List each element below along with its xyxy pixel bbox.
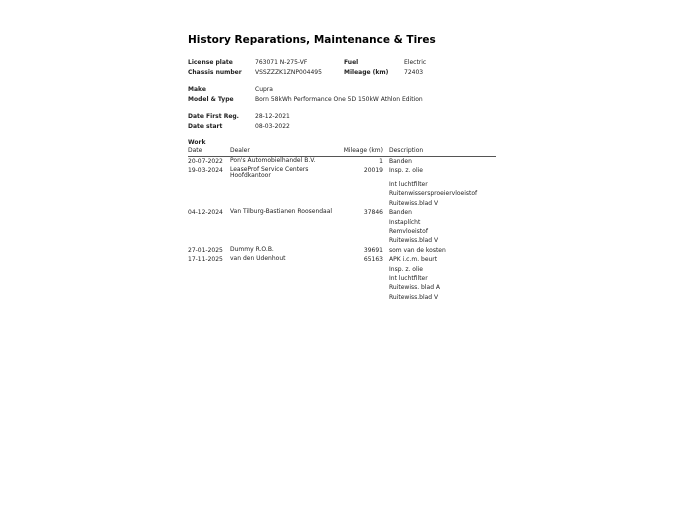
cell-mileage: 1	[379, 157, 383, 165]
cell-dealer	[230, 236, 340, 245]
cell-mileage: 20019	[363, 166, 383, 174]
cell-date: 27-01-2025	[188, 246, 223, 254]
table-row	[188, 156, 496, 166]
cell-dealer	[230, 199, 340, 208]
cell-date	[188, 265, 230, 274]
model-value: Born 58kWh Performance One 5D 150kW Athlon Edition	[255, 95, 423, 103]
cell-description: Banden	[389, 209, 412, 217]
cell-date	[188, 283, 230, 292]
table-row	[188, 255, 496, 264]
cell-description: Ruitewiss.blad V	[389, 237, 439, 245]
cell-description: APK i.c.m. beurt	[389, 256, 438, 264]
col-dealer: Dealer	[230, 147, 340, 156]
col-mileage: Mileage (km)	[340, 147, 389, 156]
cell-description: Ruitewiss.blad V	[389, 199, 439, 207]
cell-dealer	[230, 227, 340, 236]
cell-mileage	[340, 199, 389, 208]
cell-date	[188, 199, 230, 208]
cell-mileage: 39691	[363, 246, 383, 254]
table-row	[188, 227, 496, 236]
cell-date: 17-11-2025	[188, 256, 223, 264]
license-plate-value: 763071 N-275-VF	[255, 59, 308, 66]
make-label: Make	[188, 86, 206, 93]
cell-mileage	[340, 283, 389, 292]
cell-date	[188, 218, 230, 227]
cell-dealer: van den Udenhout	[230, 255, 286, 263]
first-reg-row	[188, 112, 498, 122]
cell-description: Ruitewiss.blad V	[389, 293, 439, 301]
cell-mileage	[340, 227, 389, 236]
cell-description: Remvloeistof	[389, 227, 428, 235]
table-row	[188, 218, 496, 227]
cell-mileage	[340, 218, 389, 227]
cell-mileage: 65163	[363, 256, 383, 264]
cell-dealer	[230, 180, 340, 189]
cell-dealer: Dummy R.O.B.	[230, 245, 274, 253]
date-start-value: 08-03-2022	[255, 122, 290, 130]
cell-date	[188, 189, 230, 198]
cell-dealer	[230, 293, 340, 302]
table-row	[188, 189, 496, 198]
cell-dealer	[230, 218, 340, 227]
table-row	[188, 180, 496, 189]
work-table	[188, 147, 496, 302]
cell-mileage	[340, 189, 389, 198]
cell-description: som van de kosten	[389, 246, 446, 254]
table-row	[188, 274, 496, 283]
chassis-mileage-row	[188, 68, 498, 78]
table-row	[188, 283, 496, 292]
cell-dealer: LeaseProf Service Centers Hoofdkantoor	[230, 165, 309, 180]
date-start-label: Date start	[188, 122, 223, 130]
cell-description: Int luchtfilter	[389, 274, 428, 282]
cell-mileage	[340, 180, 389, 189]
cell-date: 20-07-2022	[188, 157, 223, 165]
model-row	[188, 95, 498, 105]
cell-date	[188, 227, 230, 236]
table-row	[188, 293, 496, 302]
cell-dealer	[230, 274, 340, 283]
work-heading: Work	[188, 139, 206, 146]
license-fuel-row	[188, 58, 498, 68]
page-title: History Reparations, Maintenance & Tires	[188, 34, 436, 46]
fuel-label: Fuel	[344, 59, 359, 66]
cell-description: Ruitenwissersproeiervloeistof	[389, 190, 478, 198]
fuel-value: Electric	[404, 59, 427, 66]
cell-dealer	[230, 189, 340, 198]
cell-description: Insp. z. olie	[389, 166, 423, 174]
mileage-label: Mileage (km)	[344, 68, 389, 76]
table-row	[188, 199, 496, 208]
cell-dealer: Pon's Automobielhandel B.V.	[230, 156, 316, 164]
table-row	[188, 246, 496, 255]
license-plate-label: License plate	[188, 59, 233, 66]
cell-date: 19-03-2024	[188, 166, 223, 174]
model-label: Model & Type	[188, 95, 234, 103]
cell-dealer	[230, 265, 340, 274]
cell-mileage	[340, 293, 389, 302]
chassis-label: Chassis number	[188, 68, 242, 76]
cell-date	[188, 274, 230, 283]
cell-date	[188, 180, 230, 189]
cell-mileage	[340, 265, 389, 274]
work-table-header	[188, 147, 496, 156]
cell-date	[188, 236, 230, 245]
cell-dealer: Van Tilburg-Bastianen Roosendaal	[230, 208, 333, 216]
date-start-row	[188, 122, 498, 132]
table-row	[188, 208, 496, 217]
cell-mileage	[340, 274, 389, 283]
make-row	[188, 85, 498, 95]
col-description: Description	[389, 147, 496, 156]
first-reg-value: 28-12-2021	[255, 113, 290, 120]
report-page	[188, 34, 498, 302]
cell-description: Ruitewiss. blad A	[389, 284, 441, 292]
chassis-value: VSSZZZK1ZNP004495	[255, 68, 322, 76]
col-date: Date	[188, 147, 230, 156]
cell-date	[188, 293, 230, 302]
cell-mileage: 37846	[363, 209, 383, 217]
table-row	[188, 265, 496, 274]
make-value: Cupra	[255, 86, 273, 93]
first-reg-label: Date First Reg.	[188, 113, 239, 120]
cell-dealer	[230, 283, 340, 292]
table-row	[188, 166, 496, 180]
mileage-value: 72403	[404, 68, 424, 76]
cell-description: Int luchtfilter	[389, 180, 428, 188]
cell-mileage	[340, 236, 389, 245]
cell-date: 04-12-2024	[188, 209, 223, 217]
cell-description: Instaplícht	[389, 218, 421, 226]
cell-description: Banden	[389, 157, 412, 165]
table-row	[188, 236, 496, 245]
cell-description: Insp. z. olie	[389, 265, 423, 273]
